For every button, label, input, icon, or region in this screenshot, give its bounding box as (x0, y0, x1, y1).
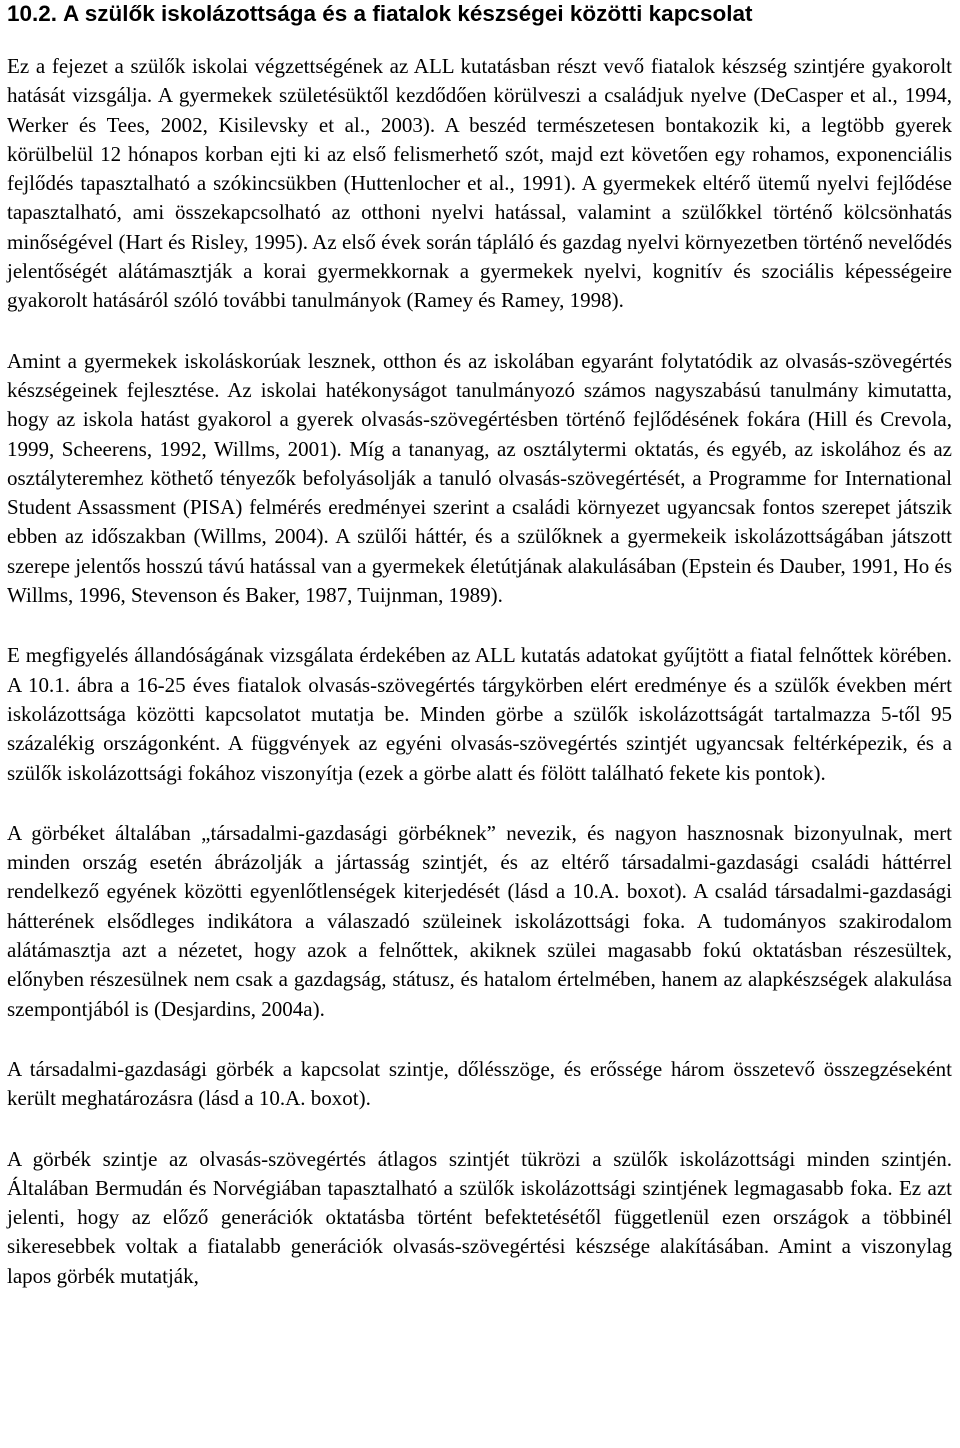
section-heading (7, 0, 952, 27)
paragraph-6: A görbék szintje az olvasás-szövegértés átlagos szintjét tükrözi a szülők iskolázottsági minden szintjén. Általában Bermudán és Norvégiában tapasztalható a szülők iskolázottsági szintjének legmagasabb foka. Ez azt jelenti, hogy az előző generációk oktatásba történt befektetésétől függetlenül ezen országok a többinél sikeresebbek voltak a fiatalabb generációk olvasás-szövegértési készsége alakításában. Amint a viszonylag lapos görbék mutatják, (7, 1146, 952, 1288)
section-number: 10.2. (7, 1, 58, 26)
paragraph-5: A társadalmi-gazdasági görbék a kapcsolat szintje, dőlésszöge, és erőssége három összetevő összegzéseként került meghatározásra (lásd a 10.A. boxot). (7, 1056, 952, 1111)
paragraph-2: Amint a gyermekek iskoláskorúak lesznek, otthon és az iskolában egyaránt folytatódik az olvasás-szövegértés készségeinek fejlesztése. Az iskolai hatékonyságot tanulmányozó számos nagyszabású tanulmány kimutatta, hogy az iskola hatást gyakorol a gyerek olvasás-szövegértésben történő fejlődésének fokára (Hill és Crevola, 1999, Scheerens, 1992, Willms, 2001). Míg a tananyag, az osztálytermi oktatás, és egyéb, az iskolához és az osztályteremhez köthető tényezők befolyásolják a tanuló olvasás-szövegértését, a Programme for International Student Assassment (PISA) felmérés eredményei szerint a családi környezet ugyancsak fontos szerepet játszik ebben az időszakban (Willms, 2004). A szülői háttér, és a szülőknek a gyermekeik iskolázottságában játszott szerepe jelentős hosszú távú hatással van a gyermekek életútjának alakulásában (Epstein és Dauber, 1991, Ho és Willms, 1996, Stevenson és Baker, 1987, Tuijnman, 1989). (7, 348, 952, 608)
paragraph-3: E megfigyelés állandóságának vizsgálata érdekében az ALL kutatás adatokat gyűjtött a fiatal felnőttek körében. A 10.1. ábra a 16-25 éves fiatalok olvasás-szövegértés tárgykörben elért eredménye és a szülők években mért iskolázottsága közötti kapcsolatot mutatja be. Minden görbe a szülők iskolázottságát tartalmazza 5-től 95 százalékig országonként. A függvények az egyéni olvasás-szövegértés szintjét ugyancsak feltérképezik, és a szülők iskolázottsági fokához viszonyítja (ezek a görbe alatt és fölött található fekete kis pontok). (7, 643, 952, 785)
paragraph-1: Ez a fejezet a szülők iskolai végzettségének az ALL kutatásban részt vevő fiatalok készség szintjére gyakorolt hatását vizsgálja. A gyermekek születésüktől kezdődően körülveszi a családjuk nyelve (DeCasper et al., 1994, Werker és Tees, 2002, Kisilevsky et al., 2003). A beszéd természetesen bontakozik ki, a legtöbb gyerek körülbelül 12 hónapos korban ejti ki az első felismerhető szót, majd ezt követően egy rohamos, exponenciális fejlődés tapasztalható a szókincsükben (Huttenlocher et al., 1991). A gyermekek eltérő ütemű nyelvi fejlődése tapasztalható, ami összekapcsolható az otthoni nyelvi hatással, valamint a szülőkkel történő kölcsönhatás minőségével (Hart és Risley, 1995). Az első évek során tápláló és gazdag nyelvi környezetben történő nevelődés jelentőségét alátámasztják a korai gyermekkornak a gyermekek nyelvi, kognitív és szociális képességeire gyakorolt hatásáról szóló további tanulmányok (Ramey és Ramey, 1998). (7, 54, 952, 313)
section-title: A szülők iskolázottsága és a fiatalok készségei közötti kapcsolat (63, 1, 753, 26)
paragraph-4: A görbéket általában „társadalmi-gazdasági görbéknek” nevezik, és nagyon hasznosnak bizonyulnak, mert minden ország esetén ábrázolják a jártasság szintjét, és az eltérő társadalmi-gazdasági családi háttérrel rendelkező egyének közötti egyenlőtlenségek kiterjedését (lásd a 10.A. boxot). A család társadalmi-gazdasági hátterének elsődleges indikátora a válaszadó szüleinek iskolázottsági foka. A tudományos szakirodalom alátámasztja azt a nézetet, hogy azok a felnőttek, akiknek szülei magasabb fokú oktatásban részesültek, előnyben részesülnek nem csak a gazdagság, státusz, és hatalom értelmében, hanem az alapkészségek alakulása szempontjából is (Desjardins, 2004a). (7, 820, 952, 1021)
